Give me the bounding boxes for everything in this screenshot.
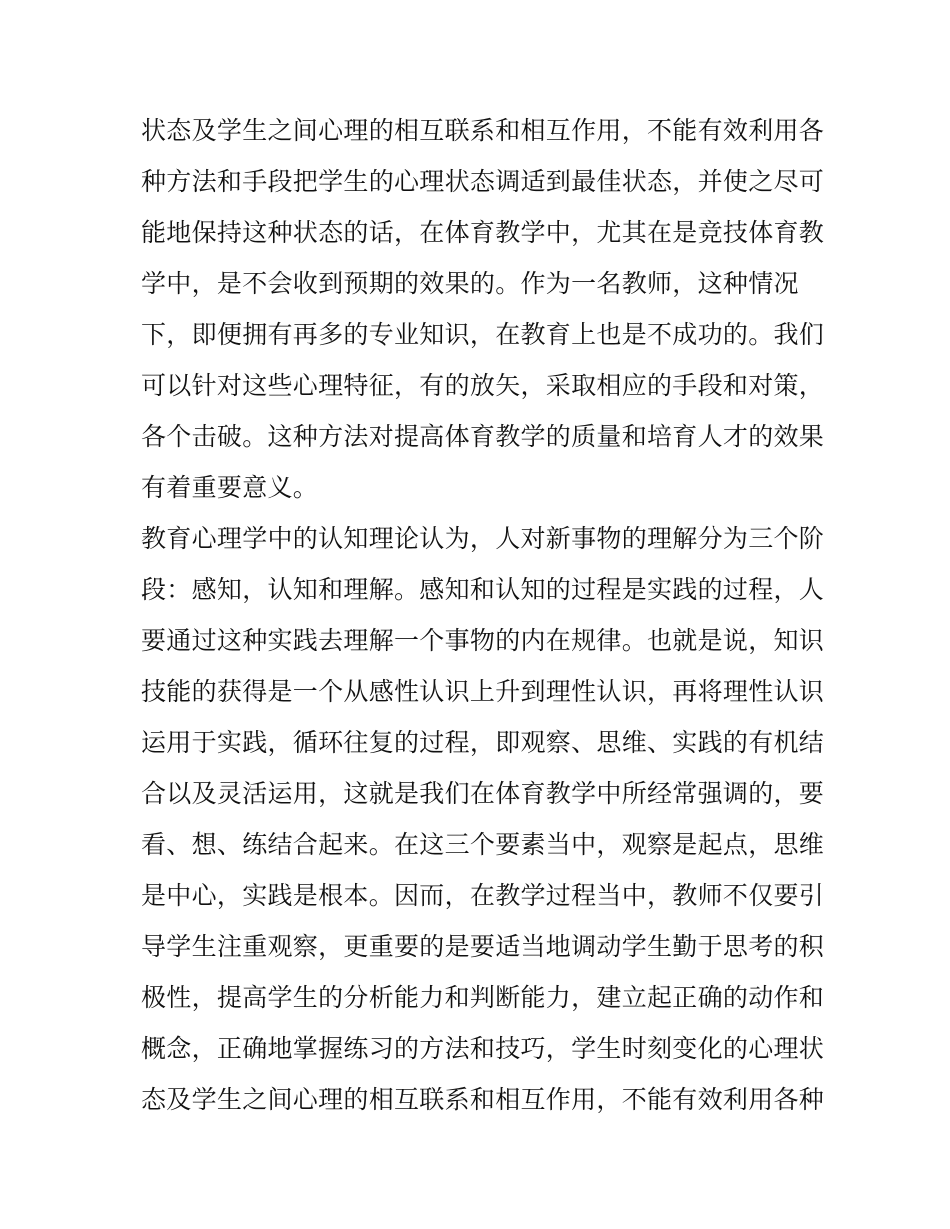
- text-line: 学中，是不会收到预期的效果的。作为一名教师，这种情况: [141, 269, 799, 298]
- text-line: 下，即便拥有再多的专业知识，在教育上也是不成功的。我们: [141, 320, 825, 349]
- paragraph-2: [141, 513, 825, 1125]
- text-line: 技能的获得是一个从感性认识上升到理性认识，再将理性认识: [141, 677, 825, 706]
- text-line: 种方法和手段把学生的心理状态调适到最佳状态，并使之尽可: [141, 167, 825, 196]
- text-line: 有着重要意义。: [141, 473, 319, 502]
- text-line: 极性，提高学生的分析能力和判断能力，建立起正确的动作和: [141, 983, 825, 1012]
- text-line: 可以针对这些心理特征，有的放矢，采取相应的手段和对策，: [141, 371, 825, 400]
- text-line: 教育心理学中的认知理论认为，人对新事物的理解分为三个阶: [141, 524, 825, 553]
- text-line: 运用于实践，循环往复的过程，即观察、思维、实践的有机结: [141, 728, 825, 757]
- text-line: 导学生注重观察，更重要的是要适当地调动学生勤于思考的积: [141, 932, 825, 961]
- text-line: 要通过这种实践去理解一个事物的内在规律。也就是说，知识: [141, 626, 825, 655]
- text-line: 段：感知，认知和理解。感知和认知的过程是实践的过程，人: [141, 575, 825, 604]
- text-line: 状态及学生之间心理的相互联系和相互作用，不能有效利用各: [141, 116, 825, 145]
- text-line: 各个击破。这种方法对提高体育教学的质量和培育人才的效果: [141, 422, 825, 451]
- text-line: 是中心，实践是根本。因而，在教学过程当中，教师不仅要引: [141, 881, 825, 910]
- paragraph-1: [141, 105, 825, 513]
- text-line: 态及学生之间心理的相互联系和相互作用，不能有效利用各种: [141, 1085, 825, 1114]
- document-body: [141, 105, 825, 1125]
- text-line: 看、想、练结合起来。在这三个要素当中，观察是起点，思维: [141, 830, 825, 859]
- text-line: 概念，正确地掌握练习的方法和技巧，学生时刻变化的心理状: [141, 1034, 825, 1063]
- text-line: 合以及灵活运用，这就是我们在体育教学中所经常强调的，要: [141, 779, 825, 808]
- text-line: 能地保持这种状态的话，在体育教学中，尤其在是竞技体育教: [141, 218, 825, 247]
